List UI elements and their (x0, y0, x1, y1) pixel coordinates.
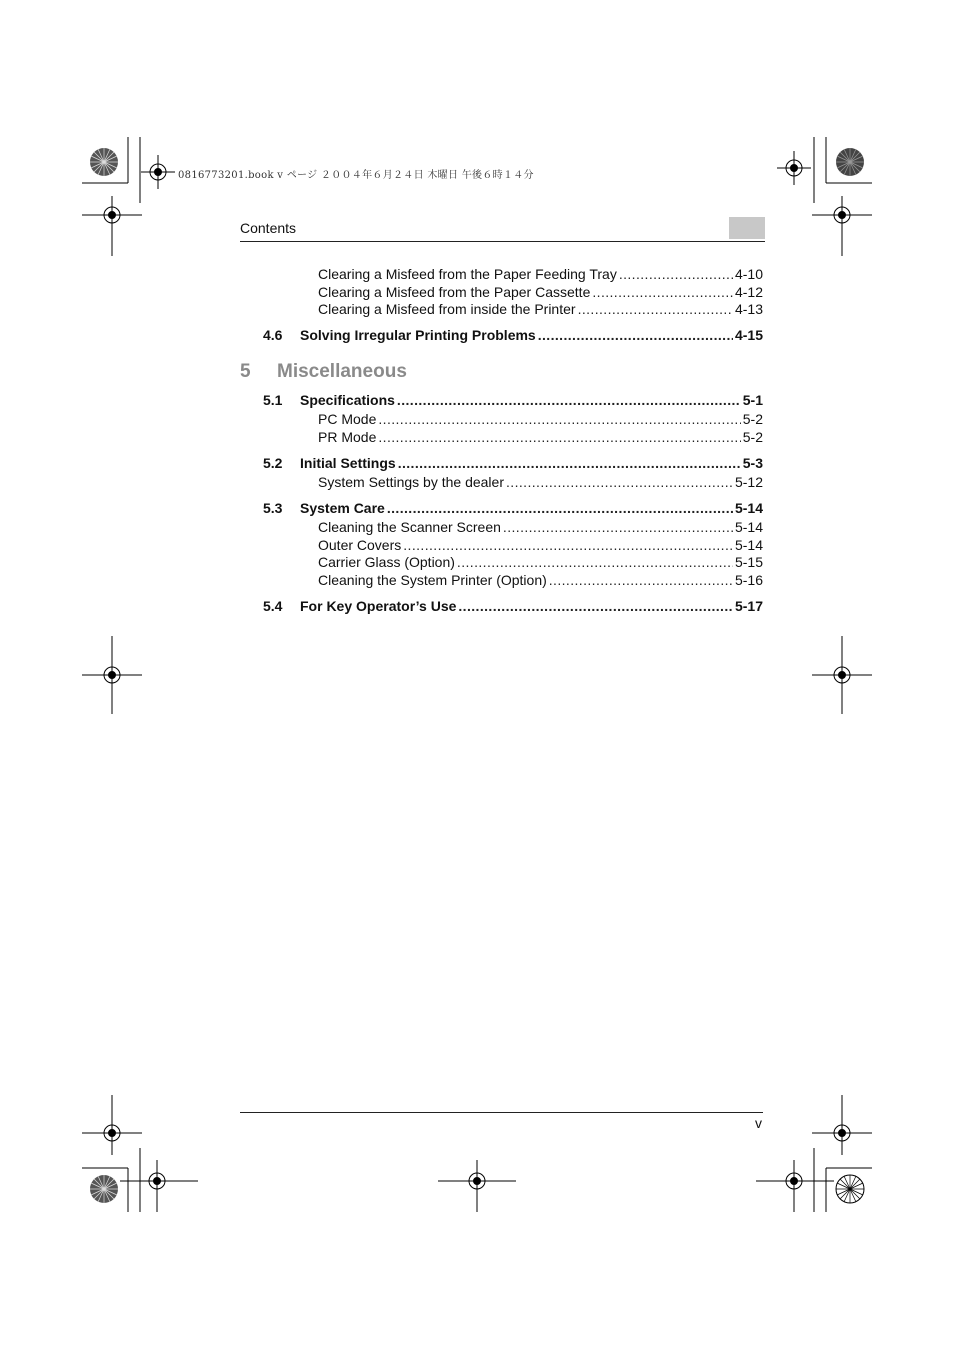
chapter-title[interactable]: Miscellaneous (277, 361, 407, 382)
toc-entry[interactable] (318, 284, 763, 300)
toc-entry-label: Clearing a Misfeed from the Paper Feeding Tray (318, 266, 617, 282)
leader-dots (592, 284, 733, 300)
chapter-number: 5 (240, 361, 251, 382)
toc-section-entry[interactable] (300, 392, 763, 408)
toc-entry[interactable] (318, 554, 763, 570)
toc-entry-page: 5-16 (734, 572, 763, 588)
toc-entry[interactable] (318, 572, 763, 588)
registration-mark-icon (141, 155, 175, 189)
toc-entry-page: 5-14 (734, 519, 763, 535)
starburst-target-icon (835, 147, 865, 182)
toc-section-page: 5-3 (742, 455, 763, 471)
registration-mark-icon (812, 636, 872, 714)
leader-dots (387, 500, 733, 516)
toc-entry-label: Cleaning the Scanner Screen (318, 519, 501, 535)
toc-entry-page: 5-2 (742, 429, 763, 445)
toc-entry-page: 5-14 (734, 537, 763, 553)
toc-section-page: 5-1 (742, 392, 763, 408)
toc-section-page: 5-14 (734, 500, 763, 516)
toc-section-number: 5.4 (263, 598, 283, 614)
toc-section-label: System Care (300, 500, 385, 516)
leader-dots (378, 429, 740, 445)
leader-dots (378, 411, 740, 427)
toc-entry-label: Outer Covers (318, 537, 402, 553)
leader-dots (506, 474, 733, 490)
starburst-target-icon (89, 1174, 119, 1209)
starburst-target-icon (835, 1174, 865, 1209)
registration-mark-icon (82, 1095, 142, 1155)
toc-entry[interactable] (318, 519, 763, 535)
registration-mark-icon (82, 636, 142, 714)
registration-mark-icon (120, 1160, 198, 1212)
toc-entry-page: 5-2 (742, 411, 763, 427)
toc-entry[interactable] (318, 429, 763, 445)
toc-section-label: Initial Settings (300, 455, 396, 471)
leader-dots (458, 598, 733, 614)
toc-entry-label: System Settings by the dealer (318, 474, 504, 490)
registration-mark-icon (812, 1095, 872, 1155)
leader-dots (549, 572, 733, 588)
toc-section-number: 4.6 (263, 327, 283, 343)
leader-dots (457, 554, 733, 570)
toc-section-label: Solving Irregular Printing Problems (300, 327, 536, 343)
toc-section-number: 5.3 (263, 500, 283, 516)
toc-entry-page: 5-12 (734, 474, 763, 490)
toc-section-page: 5-17 (734, 598, 763, 614)
footer-rule (240, 1112, 763, 1113)
toc-entry-label: Cleaning the System Printer (Option) (318, 572, 547, 588)
toc-entry-page: 4-10 (734, 266, 763, 282)
leader-dots (403, 537, 733, 553)
header-tab-block (729, 217, 765, 239)
registration-mark-icon (777, 151, 811, 185)
leader-dots (397, 392, 741, 408)
toc-section-label: For Key Operator’s Use (300, 598, 457, 614)
toc-entry-label: Clearing a Misfeed from the Paper Cassette (318, 284, 591, 300)
toc-section-number: 5.2 (263, 455, 283, 471)
starburst-target-icon (89, 147, 119, 182)
registration-mark-icon (438, 1160, 516, 1212)
leader-dots (538, 327, 733, 343)
leader-dots (503, 519, 733, 535)
toc-entry[interactable] (318, 301, 763, 317)
toc-entry-label: PC Mode (318, 411, 377, 427)
page-header-title: Contents (240, 220, 297, 236)
toc-section-entry[interactable] (300, 598, 763, 614)
toc-entry[interactable] (318, 537, 763, 553)
toc-section-entry[interactable] (300, 327, 763, 343)
toc-entry-label: PR Mode (318, 429, 377, 445)
toc-entry-page: 5-15 (734, 554, 763, 570)
page-number: v (755, 1115, 762, 1131)
toc-entry-page: 4-13 (734, 301, 763, 317)
toc-entry[interactable] (318, 411, 763, 427)
toc-section-entry[interactable] (300, 455, 763, 471)
toc-section-label: Specifications (300, 392, 395, 408)
leader-dots (578, 301, 733, 317)
toc-entry[interactable] (318, 474, 763, 490)
print-slug: 0816773201.book v ページ ２００４年６月２４日 木曜日 午後６時１４分 (178, 170, 534, 181)
toc-section-page: 4-15 (734, 327, 763, 343)
registration-mark-icon (812, 196, 872, 256)
leader-dots (619, 266, 733, 282)
toc-section-entry[interactable] (300, 500, 763, 516)
toc-section-number: 5.1 (263, 392, 283, 408)
registration-mark-icon (82, 196, 142, 256)
header-rule (240, 241, 765, 242)
toc-entry-label: Clearing a Misfeed from inside the Printer (318, 301, 576, 317)
registration-mark-icon (756, 1160, 834, 1212)
toc-entry[interactable] (318, 266, 763, 282)
toc-entry-page: 4-12 (734, 284, 763, 300)
leader-dots (398, 455, 741, 471)
toc-entry-label: Carrier Glass (Option) (318, 554, 455, 570)
